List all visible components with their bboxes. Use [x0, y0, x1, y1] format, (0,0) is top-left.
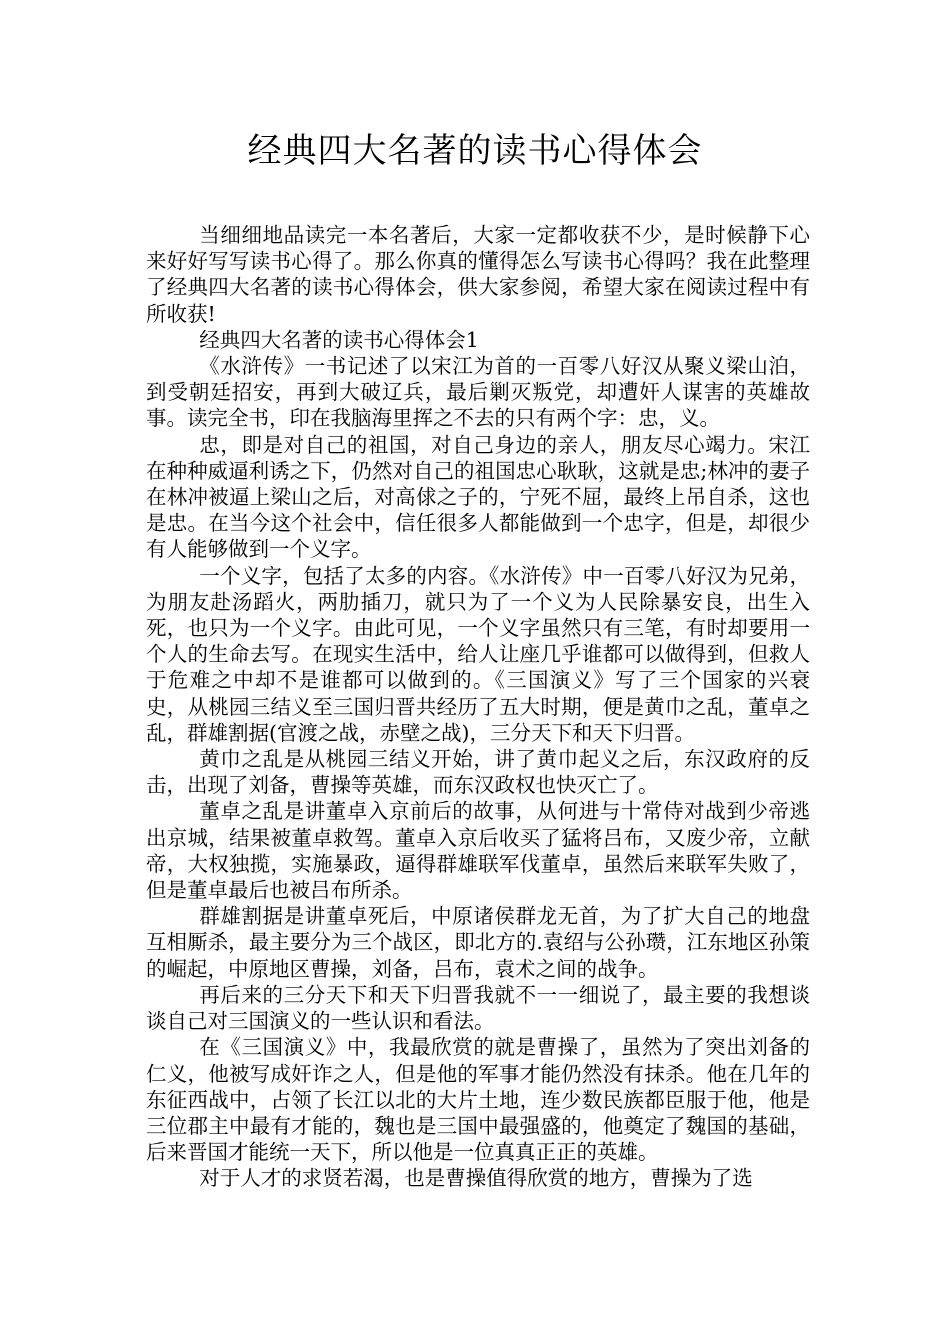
paragraph: 对于人才的求贤若渴，也是曹操值得欣赏的地方，曹操为了选	[199, 1166, 753, 1191]
paragraph: 董卓之乱是讲董卓入京前后的故事，从何进与十常侍对战到少帝逃出京城，结果被董卓救驾。董卓入京后收买了猛将吕布，又废少帝，立献帝，大权独揽，实施暴政，逼得群雄联军伐董卓，虽然后来联军失败了，但是董卓最后也被吕布所杀。	[146, 799, 810, 903]
document-body	[146, 222, 810, 1192]
paragraph: 一个义字，包括了太多的内容。《水浒传》中一百零八好汉为兄弟，为朋友赴汤蹈火，两肋插刀，就只为了一个义为人民除暴安良，出生入死，也只为一个义字。由此可见，一个义字虽然只有三笔，有时却要用一个人的生命去写。在现实生活中，给人让座几乎谁都可以做得到，但救人于危难之中却不是谁都可以做到的。《三国演义》写了三个国家的兴衰史，从桃园三结义至三国归晋共经历了五大时期，便是黄巾之乱，董卓之乱，群雄割据(官渡之战，赤壁之战)，三分天下和天下归晋。	[146, 563, 810, 745]
paragraph: 在《三国演义》中，我最欣赏的就是曹操了，虽然为了突出刘备的仁义，他被写成奸诈之人，但是他的军事才能仍然没有抹杀。他在几年的东征西战中，占领了长江以北的大片土地，连少数民族都臣服于他，他是三位郡主中最有才能的，魏也是三国中最强盛的，他奠定了魏国的基础，后来晋国才能统一天下，所以他是一位真真正正的英雄。	[146, 1035, 810, 1165]
section-heading: 经典四大名著的读书心得体会1	[199, 327, 479, 352]
paragraph: 忠，即是对自己的祖国，对自己身边的亲人，朋友尽心竭力。宋江在种种威逼利诱之下，仍然对自己的祖国忠心耿耿，这就是忠;林冲的妻子在林冲被逼上梁山之后，对高俅之子的，宁死不屈，最终上吊自杀，这也是忠。在当今这个社会中，信任很多人都能做到一个忠字，但是，却很少有人能够做到一个义字。	[146, 432, 810, 562]
paragraph: 群雄割据是讲董卓死后，中原诸侯群龙无首，为了扩大自己的地盘互相厮杀，最主要分为三个战区，即北方的.袁绍与公孙瓒，江东地区孙策的崛起，中原地区曹操，刘备，吕布，袁术之间的战争。	[146, 904, 810, 981]
page-title: 经典四大名著的读书心得体会	[247, 131, 703, 171]
paragraph: 再后来的三分天下和天下归晋我就不一一细说了，最主要的我想谈谈自己对三国演义的一些认识和看法。	[146, 982, 810, 1034]
paragraph: 《水浒传》一书记述了以宋江为首的一百零八好汉从聚义梁山泊，到受朝廷招安，再到大破辽兵，最后剿灭叛党，却遭奸人谋害的英雄故事。读完全书，印在我脑海里挥之不去的只有两个字：忠，义。	[146, 354, 810, 431]
paragraph: 黄巾之乱是从桃园三结义开始，讲了黄巾起义之后，东汉政府的反击，出现了刘备，曹操等英雄，而东汉政权也快灭亡了。	[146, 747, 810, 798]
paragraph-intro: 当细细地品读完一本名著后，大家一定都收获不少，是时候静下心来好好写写读书心得了。那么你真的懂得怎么写读书心得吗？我在此整理了经典四大名著的读书心得体会，供大家参阅，希望大家在阅读过程中有所收获!	[146, 223, 810, 326]
